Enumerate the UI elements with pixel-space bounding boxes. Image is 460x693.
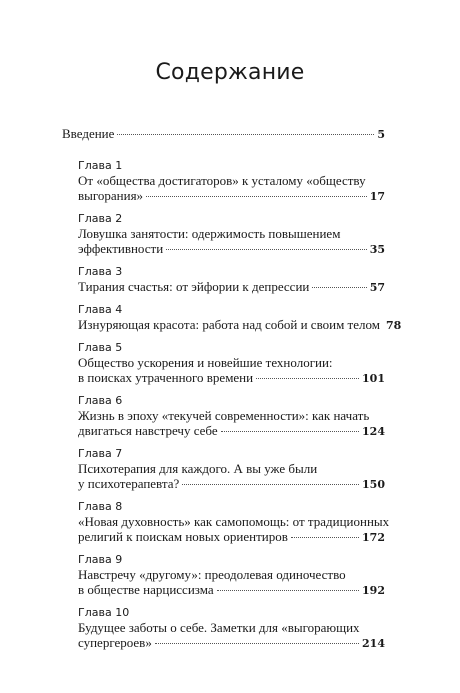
chapter-label: Глава 6 [78,394,123,407]
toc-page-number: 214 [362,637,385,650]
toc-entry-text: Введение [62,126,115,141]
chapter-title-line: двигаться навстречу себе [78,423,218,438]
toc-entry-chapter-4[interactable] [62,303,402,333]
toc-entry-chapter-6[interactable] [62,394,385,439]
toc-page-number: 150 [362,478,385,491]
toc-entry-chapter-2[interactable] [62,212,385,257]
chapter-title-line: супергероев» [78,635,152,650]
toc-entry-chapter-7[interactable] [62,447,385,492]
chapter-label: Глава 9 [78,553,123,566]
chapter-title-line: в поисках утраченного времени [78,370,254,385]
chapter-title-line: религий к поискам новых ориентиров [78,529,288,544]
dot-leader [217,589,359,591]
toc-entry-line [62,279,385,295]
toc-entry-line [62,188,385,204]
toc-entry-line [62,317,402,333]
chapter-title-line: выгорания» [78,188,144,203]
chapter-label: Глава 1 [78,159,123,172]
chapter-title-line: Тирания счастья: от эйфории к депрессии [78,279,310,294]
dot-leader [312,286,366,288]
toc-entry-chapter-1[interactable] [62,159,385,204]
table-of-contents [62,126,402,659]
chapter-title-line: Жизнь в эпоху «текучей современности»: как начать [78,408,370,423]
dot-leader [256,377,359,379]
toc-entry-chapter-9[interactable] [62,553,385,598]
toc-page-number: 5 [377,128,385,141]
toc-entry-line [62,370,385,386]
chapter-title-line: в обществе нарциссизма [78,582,214,597]
toc-entry-chapter-5[interactable] [62,341,385,386]
toc-entry-line [62,476,385,492]
dot-leader [117,133,374,135]
chapter-label: Глава 8 [78,500,123,513]
dot-leader [155,642,359,644]
chapter-label: Глава 2 [78,212,123,225]
chapter-title-line: Изнуряющая красота: работа над собой и своим телом [78,317,380,332]
toc-page-number: 78 [385,319,402,332]
chapter-list [62,159,402,651]
dot-leader [221,430,359,432]
chapter-label: Глава 10 [78,606,130,619]
chapter-label: Глава 4 [78,303,123,316]
toc-entry-line [62,241,385,257]
toc-entry-line [62,423,385,439]
dot-leader [182,483,359,485]
toc-page-number: 192 [362,584,385,597]
chapter-title-line: Ловушка занятости: одержимость повышением [78,226,341,241]
chapter-title-line: у психотерапевта? [78,476,180,491]
toc-entry-line [62,126,385,142]
dot-leader [291,536,359,538]
toc-page-number: 172 [362,531,385,544]
toc-page-number: 101 [362,372,385,385]
chapter-title-line: эффективности [78,241,164,256]
chapter-label: Глава 3 [78,265,123,278]
chapter-title-line: Общество ускорения и новейшие технологии: [78,355,333,370]
chapter-title-line: Психотерапия для каждого. А вы уже были [78,461,318,476]
dot-leader [166,248,367,250]
chapter-title-line: «Новая духовность» как самопомощь: от традиционных [78,514,390,529]
toc-page-number: 124 [362,425,385,438]
toc-entry-line [62,582,385,598]
toc-entry-chapter-10[interactable] [62,606,385,651]
toc-page-number: 17 [369,190,385,203]
toc-entry-line [62,529,385,545]
toc-page-number: 57 [369,281,385,294]
toc-entry-chapter-3[interactable] [62,265,385,295]
toc-entry-line [62,635,385,651]
page-title: Содержание [155,60,305,85]
toc-entry-chapter-8[interactable] [62,500,390,545]
chapter-title-line: Навстречу «другому»: преодолевая одиночество [78,567,346,582]
dot-leader [146,195,367,197]
chapter-title-line: От «общества достигаторов» к усталому «обществу [78,173,366,188]
toc-page-number: 35 [369,243,385,256]
chapter-title-line: Будущее заботы о себе. Заметки для «выгорающих [78,620,360,635]
chapter-label: Глава 5 [78,341,123,354]
toc-entry-intro[interactable] [62,126,385,142]
chapter-label: Глава 7 [78,447,123,460]
